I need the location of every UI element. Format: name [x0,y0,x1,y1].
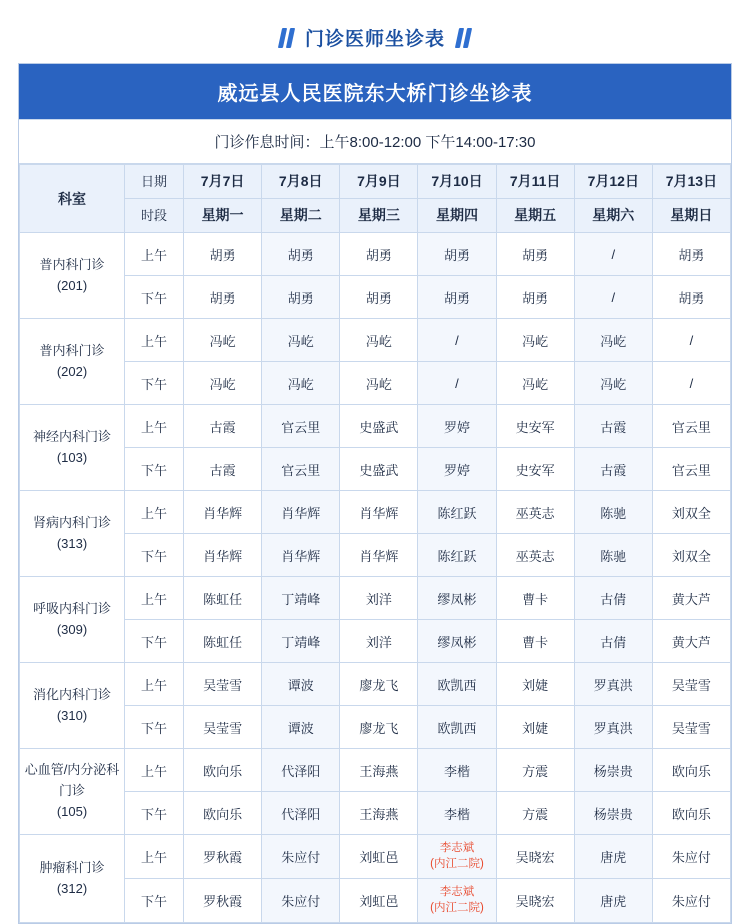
doctor-cell: 巫英志 [496,491,574,534]
doctor-cell: 冯屹 [340,362,418,405]
table-body [20,233,731,923]
table-row [20,362,731,405]
department-name: 普内科门诊 [39,342,105,358]
doctor-cell: 陈虹任 [184,620,262,663]
table-row [20,448,731,491]
doctor-cell: 黄大芦 [652,620,730,663]
period-cell: 下午 [125,534,184,577]
table-head [20,165,731,233]
decoration-bars-right [455,28,472,48]
doctor-cell: 胡勇 [496,233,574,276]
header-day-col-1 [262,199,340,233]
doctor-cell: 肖华辉 [340,491,418,534]
doctor-cell: 肖华辉 [262,534,340,577]
period-cell: 上午 [125,749,184,792]
doctor-cell: / [652,362,730,405]
table-row [20,663,731,706]
doctor-cell: 陈红跃 [418,491,496,534]
header-date-text: 日期 [140,173,167,189]
department-cell [20,491,125,577]
doctor-cell: 胡勇 [340,233,418,276]
doctor-cell: 吴莹雪 [652,663,730,706]
header-date-4: 7月11日 [509,173,561,189]
table-row [20,749,731,792]
table-row [20,620,731,663]
table-header-row [20,165,731,199]
period-cell: 上午 [125,663,184,706]
header-period-label [125,199,184,233]
department-name: 肿瘤科门诊 [39,859,105,875]
department-cell [20,319,125,405]
doctor-cell: 冯屹 [340,319,418,362]
header-day-col-3 [418,199,496,233]
doctor-cell: 罗秋霞 [184,879,262,923]
header-day-col-0 [184,199,262,233]
header-col-0 [184,165,262,199]
header-day-col-6 [652,199,730,233]
header-day-4: 星期五 [514,207,557,223]
doctor-cell: 刘双全 [652,534,730,577]
doctor-name-highlight: (内江二院) [430,901,484,914]
doctor-cell: 吴莹雪 [184,706,262,749]
doctor-cell: 冯屹 [574,362,652,405]
doctor-cell: 李楷 [418,749,496,792]
table-row [20,405,731,448]
doctor-cell: 冯屹 [184,362,262,405]
doctor-cell: 陈红跃 [418,534,496,577]
department-room: (313) [56,535,88,551]
doctor-cell: 王海燕 [340,749,418,792]
doctor-cell: 冯屹 [496,319,574,362]
doctor-cell: / [418,319,496,362]
header-day-5: 星期六 [592,207,635,223]
period-cell: 上午 [125,405,184,448]
doctor-cell: 古霞 [574,448,652,491]
table-row [20,534,731,577]
department-cell [20,663,125,749]
doctor-cell: 黄大芦 [652,577,730,620]
table-row [20,577,731,620]
doctor-cell: 史安军 [496,405,574,448]
doctor-cell: 朱应付 [652,879,730,923]
doctor-cell: 欧向乐 [652,749,730,792]
decoration-bars-left [278,28,295,48]
table-header-row-days [20,199,731,233]
period-cell: 上午 [125,577,184,620]
doctor-cell: 欧向乐 [184,749,262,792]
doctor-cell: 官云里 [652,405,730,448]
doctor-cell: 胡勇 [418,276,496,319]
department-cell [20,749,125,835]
doctor-name-highlight: (内江二院) [430,857,484,870]
header-col-2 [340,165,418,199]
doctor-cell: 刘虹邑 [340,835,418,879]
period-cell: 下午 [125,448,184,491]
header-date-0: 7月7日 [200,173,245,189]
header-day-2: 星期三 [357,207,400,223]
department-room: (201) [56,277,88,293]
doctor-cell: 杨崇贵 [574,749,652,792]
schedule-title: 威远县人民医院东大桥门诊坐诊表 [19,64,731,119]
header-day-0: 星期一 [201,207,244,223]
doctor-cell: 欧向乐 [184,792,262,835]
header-date-6: 7月13日 [665,173,718,189]
header-date-3: 7月10日 [431,173,483,189]
doctor-cell: 肖华辉 [340,534,418,577]
doctor-name-highlight: 李志斌 [439,842,475,854]
doctor-cell: 罗真洪 [574,706,652,749]
doctor-cell: 欧凯西 [418,706,496,749]
header-date-5: 7月12日 [587,173,639,189]
schedule-table [19,164,731,923]
doctor-cell: 冯屹 [184,319,262,362]
doctor-cell: 王海燕 [340,792,418,835]
department-name: 普内科门诊 [39,256,105,272]
period-cell: 下午 [125,362,184,405]
doctor-cell: 胡勇 [262,233,340,276]
doctor-cell: 官云里 [652,448,730,491]
doctor-cell: 丁靖峰 [262,577,340,620]
doctor-cell: 古霞 [574,405,652,448]
header-day-col-5 [574,199,652,233]
doctor-cell [418,879,496,923]
schedule-card [18,63,732,924]
doctor-cell: 胡勇 [184,276,262,319]
header-day-3: 星期四 [435,207,478,223]
doctor-cell: 冯屹 [262,362,340,405]
doctor-cell: 古倩 [574,620,652,663]
department-name: 心血管/内分泌科门诊 [24,762,120,799]
doctor-cell: 欧凯西 [418,663,496,706]
department-room: (309) [56,621,88,637]
header-date-2: 7月9日 [357,173,401,189]
doctor-cell: / [574,276,652,319]
doctor-cell: 吴晓宏 [496,879,574,923]
table-row [20,792,731,835]
doctor-cell: 史安军 [496,448,574,491]
doctor-cell: 缪凤彬 [418,577,496,620]
doctor-cell: 刘洋 [340,577,418,620]
doctor-cell: 巫英志 [496,534,574,577]
doctor-cell: 官云里 [262,448,340,491]
period-cell: 下午 [125,792,184,835]
doctor-cell: 唐虎 [574,879,652,923]
doctor-cell: 杨崇贵 [574,792,652,835]
doctor-cell: 曹卡 [496,620,574,663]
header-col-6 [652,165,730,199]
doctor-cell: 唐虎 [574,835,652,879]
period-cell: 上午 [125,835,184,879]
doctor-cell: 肖华辉 [184,534,262,577]
header-col-3 [418,165,496,199]
header-col-1 [262,165,340,199]
doctor-cell: 史盛武 [340,448,418,491]
doctor-cell: 陈驰 [574,491,652,534]
doctor-cell: 陈虹任 [184,577,262,620]
doctor-cell: 冯屹 [496,362,574,405]
doctor-cell: 朱应付 [652,835,730,879]
table-row [20,835,731,879]
doctor-cell: 古霞 [184,448,262,491]
department-cell [20,405,125,491]
doctor-cell: 胡勇 [496,276,574,319]
doctor-cell: 胡勇 [652,233,730,276]
header-day-6: 星期日 [670,207,713,223]
header-day-col-2 [340,199,418,233]
doctor-cell: 欧向乐 [652,792,730,835]
schedule-hours: 门诊作息时间：上午8:00-12:00 下午14:00-17:30 [19,119,731,164]
table-row [20,706,731,749]
period-cell: 下午 [125,276,184,319]
doctor-cell: 罗真洪 [574,663,652,706]
department-room: (312) [56,880,88,896]
doctor-cell: 肖华辉 [184,491,262,534]
period-cell: 上午 [125,491,184,534]
doctor-cell: 刘婕 [496,663,574,706]
doctor-cell: 刘虹邑 [340,879,418,923]
doctor-cell: 李楷 [418,792,496,835]
doctor-cell: 罗婷 [418,405,496,448]
table-row [20,879,731,923]
doctor-cell: 胡勇 [652,276,730,319]
doctor-cell: 方震 [496,749,574,792]
period-cell: 下午 [125,879,184,923]
doctor-cell: 刘婕 [496,706,574,749]
header-day-col-4 [496,199,574,233]
doctor-cell: 廖龙飞 [340,706,418,749]
table-row [20,491,731,534]
doctor-cell: 刘双全 [652,491,730,534]
doctor-cell: 朱应付 [262,879,340,923]
department-room: (105) [56,803,88,819]
department-name: 呼吸内科门诊 [32,600,111,616]
page-title: 门诊医师坐诊表 [304,29,445,50]
doctor-cell: 罗婷 [418,448,496,491]
table-row [20,233,731,276]
doctor-cell: / [418,362,496,405]
doctor-cell: 罗秋霞 [184,835,262,879]
period-cell: 上午 [125,233,184,276]
doctor-cell: 吴莹雪 [184,663,262,706]
doctor-cell: 肖华辉 [262,491,340,534]
header-day-1: 星期二 [279,207,322,223]
department-room: (202) [56,363,88,379]
header-period-text: 时段 [140,207,167,223]
doctor-cell: 胡勇 [418,233,496,276]
doctor-cell: 陈驰 [574,534,652,577]
department-cell [20,577,125,663]
department-name: 消化内科门诊 [32,686,111,702]
doctor-cell: 曹卡 [496,577,574,620]
header-col-5 [574,165,652,199]
header-department: 科室 [20,165,125,233]
table-row [20,319,731,362]
doctor-name-highlight: 李志斌 [439,886,475,899]
doctor-cell: / [652,319,730,362]
header-col-4 [496,165,574,199]
period-cell: 上午 [125,319,184,362]
department-room: (103) [56,449,88,465]
doctor-cell: 胡勇 [340,276,418,319]
doctor-cell: 丁靖峰 [262,620,340,663]
doctor-cell: 谭波 [262,706,340,749]
doctor-cell: 方震 [496,792,574,835]
period-cell: 下午 [125,620,184,663]
department-cell [20,233,125,319]
page-banner [18,18,732,63]
doctor-cell: 官云里 [262,405,340,448]
department-room: (310) [56,707,88,723]
doctor-cell: 谭波 [262,663,340,706]
doctor-cell: 冯屹 [262,319,340,362]
period-cell: 下午 [125,706,184,749]
doctor-cell: 吴莹雪 [652,706,730,749]
doctor-cell: 吴晓宏 [496,835,574,879]
doctor-cell: 古霞 [184,405,262,448]
doctor-cell: 朱应付 [262,835,340,879]
doctor-cell: 古倩 [574,577,652,620]
doctor-cell: 廖龙飞 [340,663,418,706]
doctor-cell: 代泽阳 [262,792,340,835]
department-name: 神经内科门诊 [32,428,111,444]
doctor-cell: 史盛武 [340,405,418,448]
table-row [20,276,731,319]
doctor-cell: 胡勇 [262,276,340,319]
doctor-cell: 刘洋 [340,620,418,663]
doctor-cell: 冯屹 [574,319,652,362]
doctor-cell [418,835,496,879]
department-name: 肾病内科门诊 [32,514,111,530]
doctor-cell: / [574,233,652,276]
doctor-cell: 缪凤彬 [418,620,496,663]
header-date-label [125,165,184,199]
doctor-cell: 胡勇 [184,233,262,276]
header-date-1: 7月8日 [278,173,323,189]
doctor-cell: 代泽阳 [262,749,340,792]
